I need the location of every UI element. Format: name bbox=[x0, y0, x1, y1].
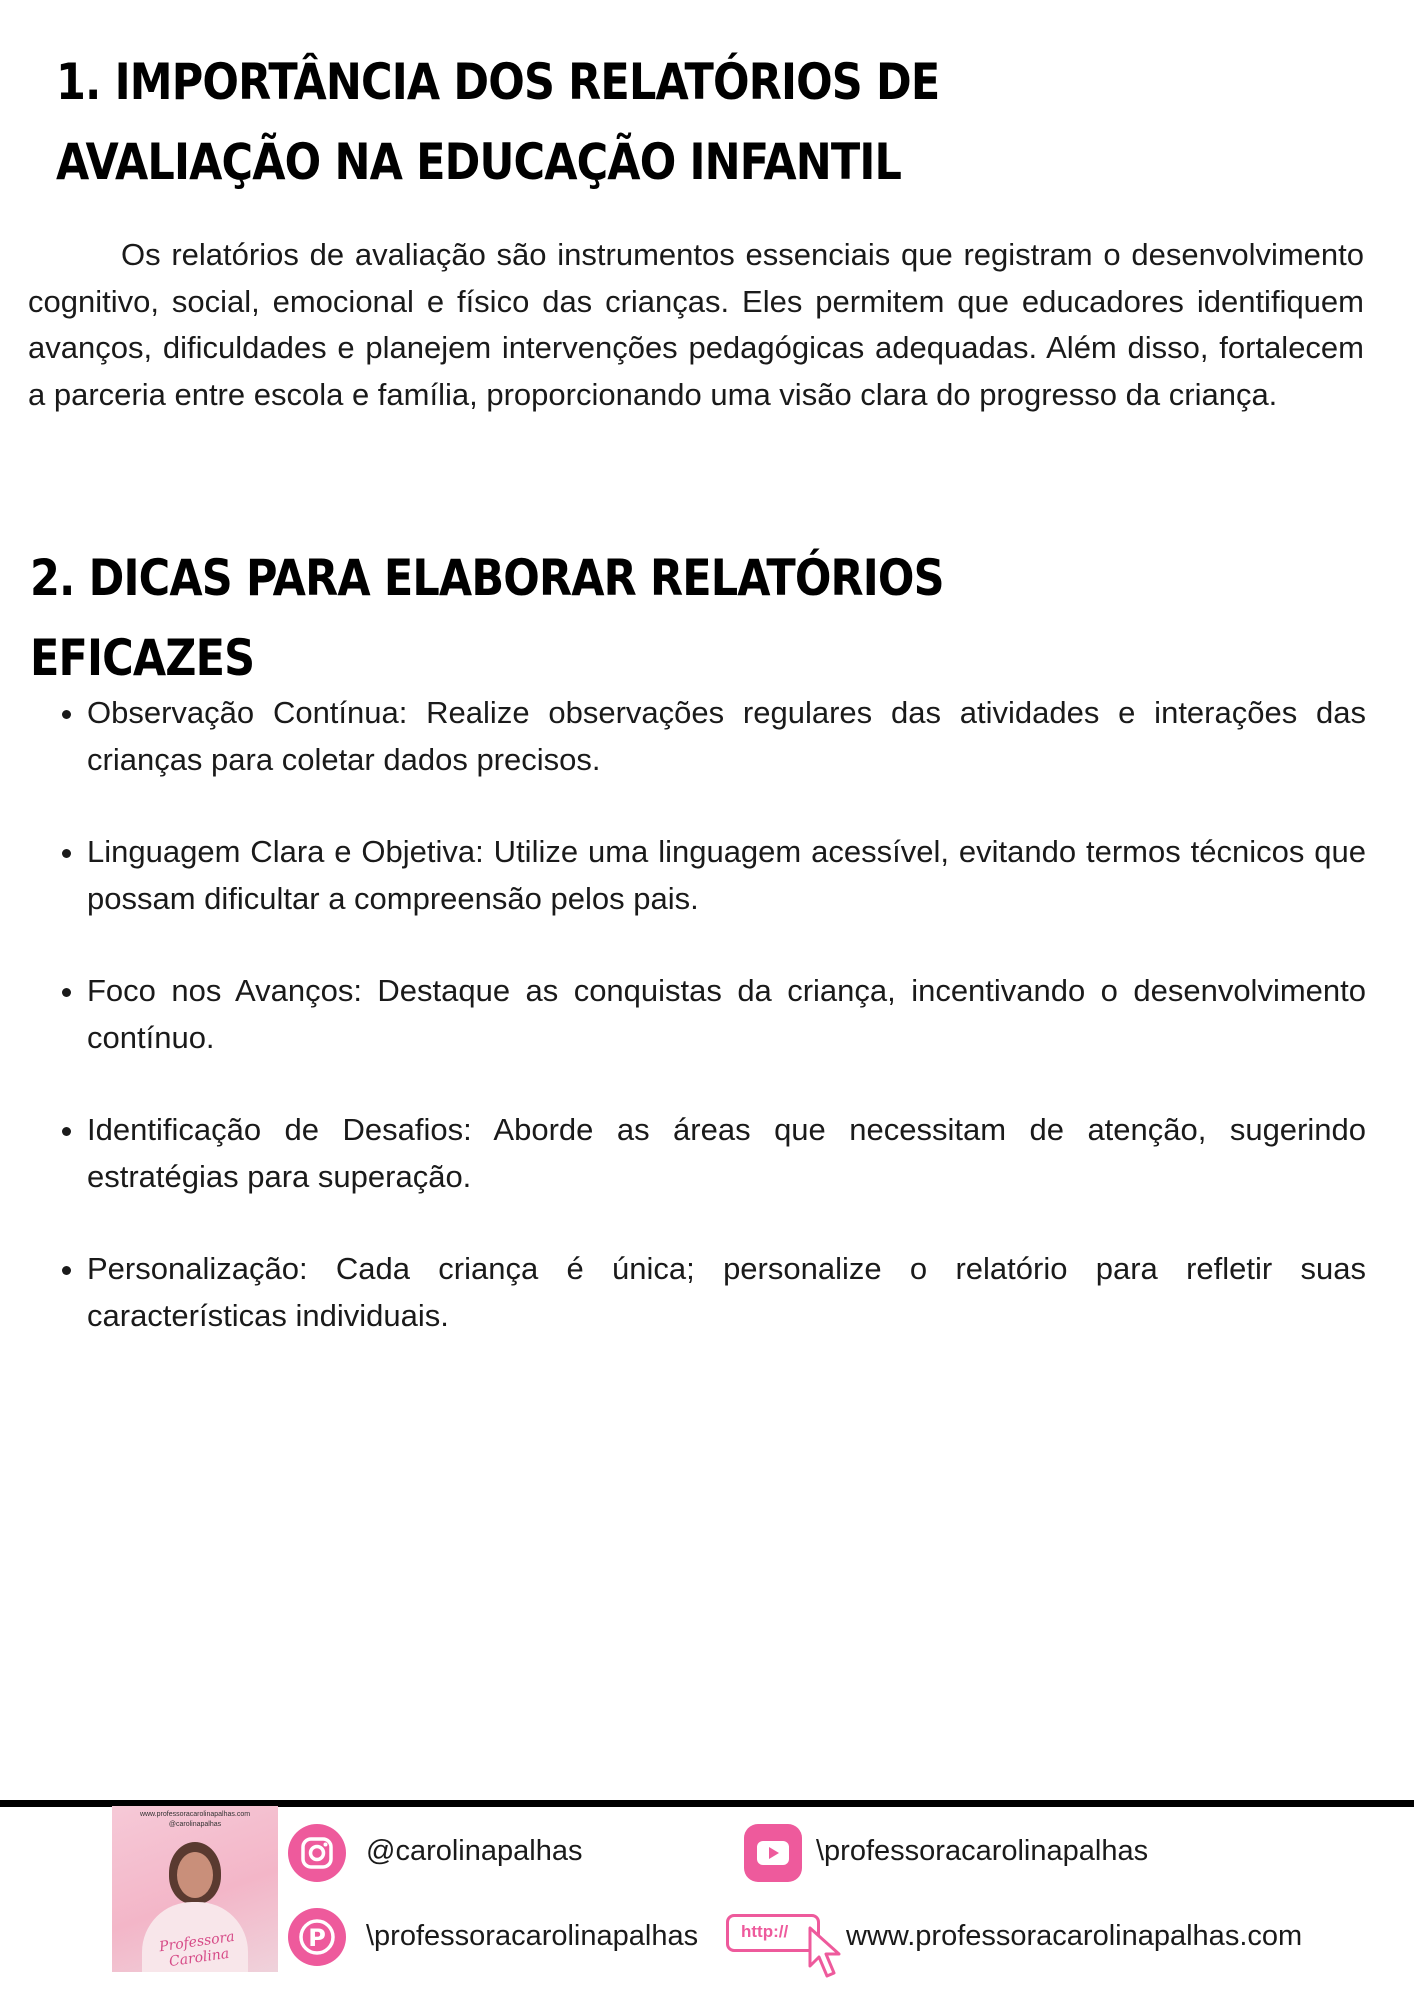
svg-text:P: P bbox=[308, 1924, 326, 1952]
website-link[interactable]: www.professoracarolinapalhas.com bbox=[846, 1920, 1303, 1952]
list-item: • Personalização: Cada criança é única; personalize o relatório para refletir suas características individuais. bbox=[87, 1246, 1366, 1339]
photo-script-logo: Professora Carolina bbox=[158, 1928, 236, 1971]
youtube-icon[interactable] bbox=[744, 1824, 802, 1882]
instagram-handle-link[interactable]: @carolinapalhas bbox=[366, 1835, 583, 1867]
cursor-icon bbox=[806, 1926, 846, 1980]
photo-handle-text: @carolinapalhas bbox=[168, 1821, 222, 1828]
photo-face bbox=[177, 1852, 213, 1898]
author-photo bbox=[112, 1806, 278, 1972]
list-item: • Identificação de Desafios: Aborde as áreas que necessitam de atenção, sugerindo estratégias para superação. bbox=[87, 1107, 1366, 1200]
section-2-heading: 2. DICAS PARA ELABORAR RELATÓRIOS EFICAZES bbox=[30, 549, 944, 687]
pinterest-icon[interactable] bbox=[288, 1908, 346, 1966]
section-1-heading: 1. IMPORTÂNCIA DOS RELATÓRIOS DE AVALIAÇÃO NA EDUCAÇÃO INFANTIL bbox=[56, 53, 940, 191]
section-1-paragraph: Os relatórios de avaliação são instrumentos essenciais que registram o desenvolvimento cognitivo, social, emocional e físico das crianças. Eles permitem que educadores identifiquem avanços, dificuldades e planejem intervenções pedagógicas adequadas. Além disso, fortalecem a parceria entre escola e família, proporcionando uma visão clara do progresso da criança. bbox=[28, 237, 1364, 412]
tips-list bbox=[28, 690, 1366, 1385]
photo-url-text: www.professoracarolinapalhas.com bbox=[139, 1811, 251, 1818]
http-badge: http:// bbox=[726, 1914, 820, 1952]
instagram-icon[interactable] bbox=[288, 1824, 346, 1882]
list-item: • Foco nos Avanços: Destaque as conquistas da criança, incentivando o desenvolvimento contínuo. bbox=[87, 968, 1366, 1061]
list-item: • Observação Contínua: Realize observações regulares das atividades e interações das crianças para coletar dados precisos. bbox=[87, 690, 1366, 783]
list-item: • Linguagem Clara e Objetiva: Utilize uma linguagem acessível, evitando termos técnicos que possam dificultar a compreensão pelos pais. bbox=[87, 829, 1366, 922]
pinterest-profile-link[interactable]: \professoracarolinapalhas bbox=[366, 1920, 699, 1952]
youtube-channel-link[interactable]: \professoracarolinapalhas bbox=[816, 1835, 1149, 1867]
